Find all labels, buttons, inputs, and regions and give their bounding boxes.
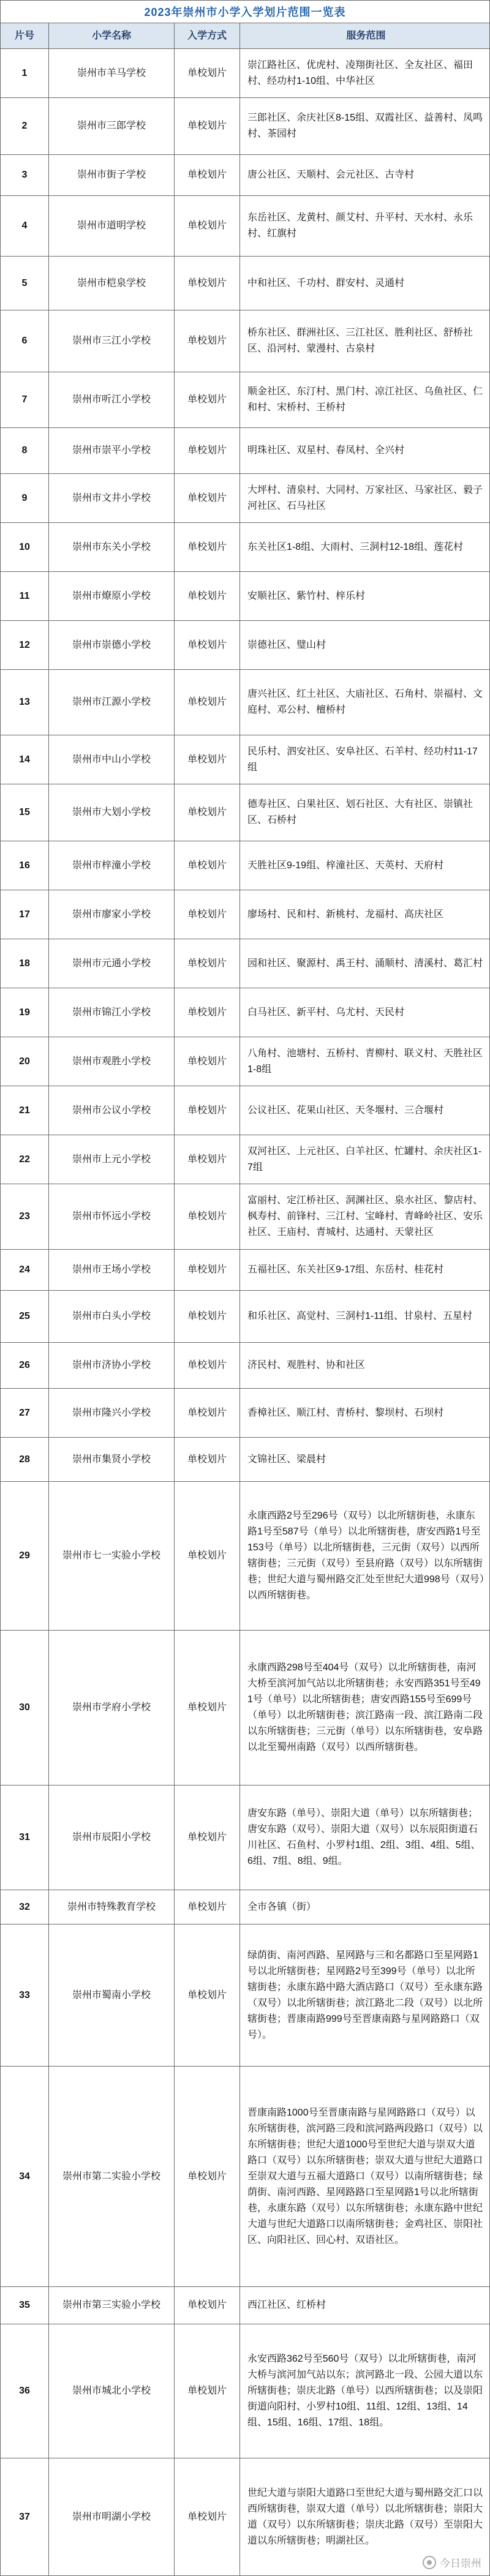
school-name: 崇州市街子学校 [49, 155, 175, 195]
service-area-text: 绿荫街、南河西路、星网路与三和名都路口至星网路1号以北所辖街巷；星网路2号至399号（单号）以北所辖街巷；永康东路中路大酒店路口（双号）至永康东路（双号）以北所辖街巷；滨江路北二段（双号）以北所辖街巷；晋康南路999号至晋康南路与星网路路口（双号）。 [247, 1950, 483, 2040]
service-area-text: 安顺社区、紫竹村、梓乐村 [247, 590, 366, 601]
table-row [0, 49, 490, 98]
table-row [0, 2067, 490, 2287]
school-name: 崇州市听江小学校 [49, 372, 175, 427]
table-row [0, 1086, 490, 1135]
school-name: 崇州市特殊教育学校 [49, 1890, 175, 1924]
enrollment-method: 单校划片 [175, 372, 240, 427]
row-number: 8 [0, 428, 49, 473]
enrollment-method: 单校划片 [175, 1438, 240, 1481]
service-area-text: 崇德社区、璧山村 [247, 639, 326, 650]
row-number: 10 [0, 523, 49, 571]
service-area [240, 98, 490, 154]
table-row [0, 428, 490, 474]
service-area [240, 1343, 490, 1388]
service-area [240, 841, 490, 890]
table-row [0, 523, 490, 572]
school-name: 崇州市道明学校 [49, 196, 175, 256]
service-area-text: 文锦社区、梁晨村 [247, 1454, 326, 1465]
service-area-text: 崇江路社区、优虎村、凌翔街社区、全友社区、福田村、经功村1-10组、中华社区 [247, 59, 473, 86]
row-number: 17 [0, 890, 49, 939]
table-row [0, 372, 490, 428]
table-row [0, 2287, 490, 2324]
service-area [240, 257, 490, 310]
row-number: 31 [0, 1786, 49, 1890]
service-area [240, 1438, 490, 1481]
row-number: 4 [0, 196, 49, 256]
service-area-text: 明珠社区、双星村、春凤村、全兴村 [247, 445, 405, 456]
table-row [0, 939, 490, 988]
enrollment-method: 单校划片 [175, 2458, 240, 2575]
service-area [240, 890, 490, 939]
table-row [0, 2458, 490, 2576]
table-row [0, 257, 490, 310]
enrollment-method: 单校划片 [175, 670, 240, 735]
row-number: 28 [0, 1438, 49, 1481]
school-name: 崇州市观胜小学校 [49, 1037, 175, 1086]
row-number: 26 [0, 1343, 49, 1388]
service-area [240, 1631, 490, 1785]
row-number: 3 [0, 155, 49, 195]
school-name: 崇州市羊马学校 [49, 49, 175, 97]
row-number: 14 [0, 735, 49, 784]
school-name: 崇州市公议小学校 [49, 1086, 175, 1135]
service-area [240, 196, 490, 256]
row-number: 30 [0, 1631, 49, 1785]
table-row [0, 890, 490, 939]
row-number: 34 [0, 2067, 49, 2286]
service-area-text: 西江社区、红桥村 [247, 2300, 326, 2310]
row-number: 5 [0, 257, 49, 310]
row-number: 2 [0, 98, 49, 154]
service-area [240, 372, 490, 427]
service-area [240, 670, 490, 735]
service-area-text: 东关社区1-8组、大雨村、三洞村12-18组、莲花村 [247, 541, 464, 552]
watermark-logo-icon [423, 2556, 436, 2569]
service-area [240, 1389, 490, 1437]
school-name: 崇州市梓潼小学校 [49, 841, 175, 890]
row-number: 33 [0, 1924, 49, 2066]
service-area-text: 园和社区、聚源村、禹王村、涌顺村、清溪村、葛汇村 [247, 958, 483, 969]
school-name: 崇州市上元小学校 [49, 1135, 175, 1184]
table-row [0, 1924, 490, 2067]
service-area-text: 唐兴社区、红土社区、大庙社区、石角村、崇福村、文庭村、邓公村、檀桥村 [247, 689, 483, 715]
service-area-text: 廖场村、民和村、新桃村、龙福村、高庆社区 [247, 909, 444, 920]
row-number: 7 [0, 372, 49, 427]
table-row [0, 735, 490, 784]
row-number: 20 [0, 1037, 49, 1086]
service-area-text: 香樟社区、顺江村、青桥村、黎坝村、石坝村 [247, 1407, 444, 1418]
school-name: 崇州市三郎学校 [49, 98, 175, 154]
service-area-text: 八角村、池塘村、五桥村、青柳村、联义村、天胜社区1-8组 [247, 1048, 483, 1075]
row-number: 37 [0, 2458, 49, 2575]
table-row [0, 2324, 490, 2458]
table-title: 2023年崇州市小学入学划片范围一览表 [0, 0, 490, 23]
enrollment-method: 单校划片 [175, 1924, 240, 2066]
table-row [0, 196, 490, 257]
school-name: 崇州市隆兴小学校 [49, 1389, 175, 1437]
service-area [240, 428, 490, 473]
table-row [0, 1343, 490, 1389]
service-area-text: 世纪大道与崇阳大道路口至世纪大道与蜀州路交汇口以西所辖街巷，崇双大道（单号）以北所辖街巷；崇阳大道（双号）以东所辖街巷；崇庆北路（双号）至崇阳大道以东所辖街巷；明湖社区。 [247, 2487, 483, 2546]
row-number: 19 [0, 988, 49, 1037]
service-area-text: 公议社区、花果山社区、天冬堰村、三合堰村 [247, 1105, 444, 1116]
school-name: 崇州市元通小学校 [49, 939, 175, 988]
enrollment-method: 单校划片 [175, 1482, 240, 1630]
service-area [240, 1890, 490, 1924]
school-name: 崇州市文井小学校 [49, 474, 175, 522]
row-number: 21 [0, 1086, 49, 1135]
school-name: 崇州市蜀南小学校 [49, 1924, 175, 2066]
table-row [0, 1786, 490, 1890]
service-area-text: 中和社区、千功村、群安村、灵通村 [247, 277, 405, 288]
table-row [0, 988, 490, 1037]
service-area-text: 永康西路2号至296号（双号）以北所辖街巷，永康东路1号至587号（单号）以北所辖街巷，唐安西路1号至153号（单号）以北所辖街巷，三元街（双号）以西所辖街巷；三元街（双号）至县府路（双号）以东所辖街巷；世纪大道与蜀州路交汇处至世纪大道998号（双号）以西所辖街巷。 [247, 1511, 484, 1601]
row-number: 29 [0, 1482, 49, 1630]
school-name: 崇州市中山小学校 [49, 735, 175, 784]
table-row [0, 1037, 490, 1086]
table-row [0, 1291, 490, 1343]
school-name: 崇州市锦江小学校 [49, 988, 175, 1037]
row-number: 9 [0, 474, 49, 522]
enrollment-method: 单校划片 [175, 1135, 240, 1184]
row-number: 35 [0, 2287, 49, 2324]
row-number: 16 [0, 841, 49, 890]
row-number: 23 [0, 1184, 49, 1249]
enrollment-method: 单校划片 [175, 784, 240, 841]
watermark-text: 今日崇州 [440, 2558, 481, 2569]
service-area [240, 939, 490, 988]
row-number: 6 [0, 310, 49, 372]
school-name: 崇州市大划小学校 [49, 784, 175, 841]
enrollment-method: 单校划片 [175, 988, 240, 1037]
table-row [0, 474, 490, 523]
school-name: 崇州市江源小学校 [49, 670, 175, 735]
service-area-text: 五福社区、东关社区9-17组、东岳村、桂花村 [247, 1264, 444, 1275]
service-area-text: 济民村、观胜村、协和社区 [247, 1360, 366, 1370]
service-area-text: 桥东社区、群洲社区、三江社区、胜利社区、舒桥社区、沿河村、蒙漫村、古泉村 [247, 328, 473, 354]
school-name: 崇州市王场小学校 [49, 1250, 175, 1290]
enrollment-method: 单校划片 [175, 98, 240, 154]
service-area [240, 2067, 490, 2286]
table-row [0, 98, 490, 155]
school-name: 崇州市燎原小学校 [49, 572, 175, 620]
table-row [0, 310, 490, 372]
table-row [0, 841, 490, 890]
enrollment-method: 单校划片 [175, 310, 240, 372]
row-number: 24 [0, 1250, 49, 1290]
school-name: 崇州市学府小学校 [49, 1631, 175, 1785]
service-area-text: 富丽村、定江桥社区、洞渊社区、泉水社区、黎店村、枫寿村、前锋村、三江村、宝峰村、青峰岭社区、安乐社区、王庙村、青城村、达通村、天蒙社区 [247, 1195, 483, 1237]
enrollment-method: 单校划片 [175, 257, 240, 310]
service-area-text: 晋康南路1000号至晋康南路与星网路路口（双号）以东所辖街巷，滨河路三段和滨河路两段路口（双号）以东所辖街巷；世纪大道1000号至世纪大道与崇双大道路口（双号）以东所辖街巷；崇双大道与世纪大道路口至崇双大道与五福大道路口（双号）以南所辖街巷；绿荫街、南河西路、星网路路口至星网路1号以北所辖街巷，永康东路（双号）以东所辖街巷；永康东路中世纪大道与世纪大道路口以南所辖街巷；金鸡社区、崇阳社区、向阳社区、回心村、双语社区。 [247, 2107, 483, 2245]
table-row [0, 1438, 490, 1482]
row-number: 22 [0, 1135, 49, 1184]
service-area [240, 1786, 490, 1890]
table-row [0, 621, 490, 670]
enrollment-method: 单校划片 [175, 1389, 240, 1437]
table-row [0, 1135, 490, 1184]
enrollment-method: 单校划片 [175, 572, 240, 620]
table-row [0, 1890, 490, 1924]
table-row [0, 670, 490, 735]
enrollment-method: 单校划片 [175, 523, 240, 571]
school-name: 崇州市集贤小学校 [49, 1438, 175, 1481]
enrollment-method: 单校划片 [175, 1890, 240, 1924]
row-number: 1 [0, 49, 49, 97]
service-area [240, 621, 490, 669]
table-row [0, 1389, 490, 1438]
enrollment-method: 单校划片 [175, 196, 240, 256]
header-no: 片号 [0, 23, 49, 48]
row-number: 13 [0, 670, 49, 735]
service-area [240, 49, 490, 97]
service-area [240, 784, 490, 841]
table-body [0, 49, 490, 2576]
service-area-text: 白马社区、新平村、乌尤村、天民村 [247, 1007, 405, 1018]
enrollment-method: 单校划片 [175, 1343, 240, 1388]
service-area [240, 988, 490, 1037]
enrollment-method: 单校划片 [175, 1184, 240, 1249]
table-row [0, 1184, 490, 1250]
service-area [240, 1291, 490, 1342]
service-area-text: 永安西路362号至560号（双号）以北所辖街巷，南河大桥与滨河加气站以东；滨河路北一段、公园大道以东所辖街巷；崇庆北路（单号）以西所辖街巷；以及崇阳街道向阳村、小罗村10组、11组、12组、13组、14组、15组、16组、17组、18组。 [247, 2354, 483, 2428]
row-number: 11 [0, 572, 49, 620]
enrollment-method: 单校划片 [175, 155, 240, 195]
header-area: 服务范围 [240, 23, 490, 48]
table-row [0, 155, 490, 196]
school-name: 崇州市七一实验小学校 [49, 1482, 175, 1630]
enrollment-method: 单校划片 [175, 939, 240, 988]
enrollment-method: 单校划片 [175, 841, 240, 890]
school-name: 崇州市桤泉学校 [49, 257, 175, 310]
enrollment-method: 单校划片 [175, 735, 240, 784]
school-name: 崇州市廖家小学校 [49, 890, 175, 939]
enrollment-method: 单校划片 [175, 1037, 240, 1086]
service-area-text: 唐安东路（单号）、崇阳大道（单号）以东所辖街巷；唐安东路（双号）、崇阳大道（双号）以东辰阳街道石川社区、石鱼村、小罗村1组、2组、3组、4组、5组、6组、7组、8组、9组。 [247, 1808, 481, 1866]
service-area [240, 1086, 490, 1135]
service-area-text: 东岳社区、龙黄村、颜艾村、升平村、天水村、永乐村、红旗村 [247, 212, 473, 239]
service-area-text: 唐公社区、天顺村、会元社区、古寺村 [247, 170, 415, 180]
service-area-text: 天胜社区9-19组、梓潼社区、天英村、天府村 [247, 860, 444, 871]
header-school: 小学名称 [49, 23, 175, 48]
service-area-text: 顺金社区、东汀村、黑门村、凉江社区、乌鱼社区、仁和村、宋桥村、王桥村 [247, 386, 483, 413]
watermark [423, 2555, 481, 2570]
enrollment-method: 单校划片 [175, 428, 240, 473]
table-row [0, 572, 490, 621]
enrollment-method: 单校划片 [175, 2324, 240, 2458]
school-name: 崇州市第三实验小学校 [49, 2287, 175, 2324]
service-area-text: 大坪村、清泉村、大同村、万家社区、马家社区、毅子河社区、石马社区 [247, 484, 483, 511]
header-row [0, 23, 490, 49]
enrollment-method: 单校划片 [175, 49, 240, 97]
school-name: 崇州市崇德小学校 [49, 621, 175, 669]
school-name: 崇州市三江小学校 [49, 310, 175, 372]
row-number: 18 [0, 939, 49, 988]
row-number: 32 [0, 1890, 49, 1924]
service-area [240, 1924, 490, 2066]
row-number: 25 [0, 1291, 49, 1342]
service-area [240, 735, 490, 784]
service-area-text: 全市各镇（街） [247, 1901, 317, 1912]
school-name: 崇州市第二实验小学校 [49, 2067, 175, 2286]
service-area [240, 572, 490, 620]
row-number: 27 [0, 1389, 49, 1437]
row-number: 15 [0, 784, 49, 841]
service-area-text: 和乐社区、高觉村、三洞村1-11组、甘泉村、五星村 [247, 1311, 472, 1321]
service-area [240, 1037, 490, 1086]
school-name: 崇州市明湖小学校 [49, 2458, 175, 2575]
service-area-text: 永康西路298号至404号（双号）以北所辖街巷，南河大桥至滨河加气站以北所辖街巷；永安西路351号至491号（单号）以北所辖街巷；唐安西路155号至699号（单号）以北所辖街巷；滨江路南一段、滨江路南二段以东所辖街巷；三元街（单号）以东所辖街巷，安阜路以北至蜀州南路（双号）以西所辖街巷。 [247, 1662, 483, 1752]
table-row [0, 1631, 490, 1786]
enrollment-method: 单校划片 [175, 474, 240, 522]
enrollment-method: 单校划片 [175, 2287, 240, 2324]
enrollment-method: 单校划片 [175, 1086, 240, 1135]
table-row [0, 1250, 490, 1291]
table-row [0, 784, 490, 841]
enrollment-method: 单校划片 [175, 2067, 240, 2286]
row-number: 12 [0, 621, 49, 669]
service-area [240, 155, 490, 195]
service-area [240, 2324, 490, 2458]
table-row [0, 1482, 490, 1631]
row-number: 36 [0, 2324, 49, 2458]
service-area [240, 310, 490, 372]
school-name: 崇州市崇平小学校 [49, 428, 175, 473]
school-name: 崇州市东关小学校 [49, 523, 175, 571]
service-area [240, 1250, 490, 1290]
service-area-text: 民乐村、泗安社区、安阜社区、石羊村、经功村11-17组 [247, 746, 478, 773]
school-name: 崇州市辰阳小学校 [49, 1786, 175, 1890]
service-area-text: 三郎社区、余庆社区8-15组、双霞社区、益善村、凤鸣村、茶园村 [247, 113, 483, 139]
service-area [240, 523, 490, 571]
enrollment-method: 单校划片 [175, 1291, 240, 1342]
service-area [240, 1135, 490, 1184]
enrollment-method: 单校划片 [175, 890, 240, 939]
enrollment-method: 单校划片 [175, 1631, 240, 1785]
header-method: 入学方式 [175, 23, 240, 48]
school-name: 崇州市白头小学校 [49, 1291, 175, 1342]
service-area [240, 1482, 490, 1630]
service-area [240, 2287, 490, 2324]
school-name: 崇州市怀远小学校 [49, 1184, 175, 1249]
service-area-text: 双河社区、上元社区、白羊社区、忙罐村、余庆社区1-7组 [247, 1146, 482, 1173]
school-name: 崇州市城北小学校 [49, 2324, 175, 2458]
service-area [240, 474, 490, 522]
enrollment-method: 单校划片 [175, 1250, 240, 1290]
enrollment-method: 单校划片 [175, 621, 240, 669]
enrollment-method: 单校划片 [175, 1786, 240, 1890]
service-area [240, 1184, 490, 1249]
school-name: 崇州市济协小学校 [49, 1343, 175, 1388]
service-area-text: 德寿社区、白果社区、划石社区、大有社区、崇镇社区、石桥村 [247, 799, 473, 825]
